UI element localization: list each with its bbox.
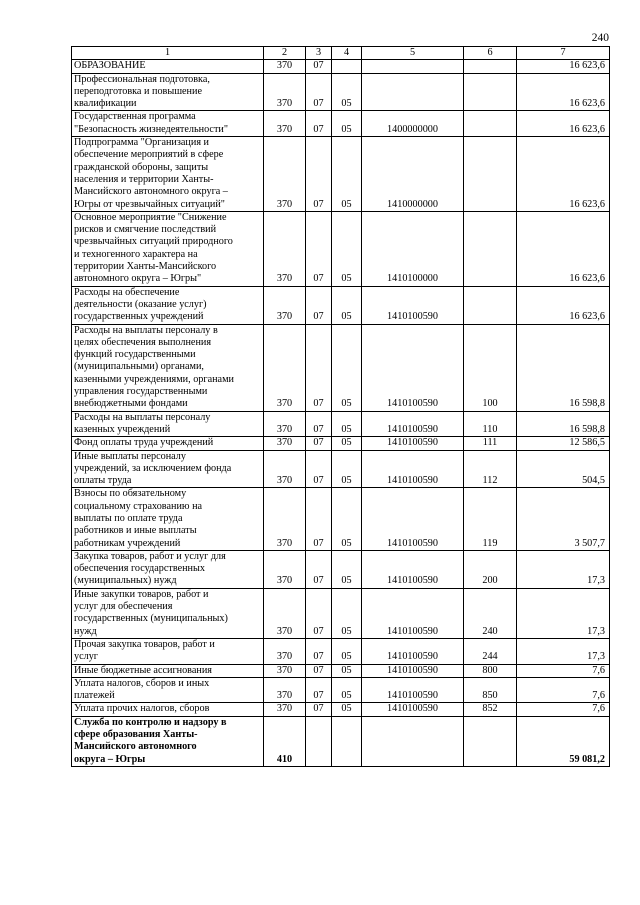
row-vr-cell: 240 — [464, 588, 517, 638]
table-row — [72, 211, 610, 286]
row-gr-cell: 370 — [264, 211, 306, 286]
page-number: 240 — [591, 32, 609, 44]
column-header: 4 — [332, 47, 362, 60]
row-name-cell: Основное мероприятие "Снижение рисков и смягчение последствий чрезвычайных ситуаций природного и техногенного характера на территории Ханты-Мансийского автономного округа – Югры" — [72, 211, 264, 286]
row-rz-cell: 07 — [306, 550, 332, 588]
row-name-cell: Подпрограмма "Организация и обеспечение мероприятий в сфере гражданской обороны, защиты населения и территории Ханты- Мансийского автономного округа – Югры от чрезвычайных ситуаций" — [72, 137, 264, 212]
row-rz-cell: 07 — [306, 664, 332, 677]
row-rz-cell: 07 — [306, 677, 332, 703]
row-name-cell: Иные выплаты персоналу учреждений, за исключением фонда оплаты труда — [72, 450, 264, 488]
table-row — [72, 437, 610, 450]
row-sum-cell: 3 507,7 — [517, 488, 610, 550]
row-pr-cell: 05 — [332, 211, 362, 286]
row-pr-cell: 05 — [332, 664, 362, 677]
budget-table — [71, 46, 610, 767]
row-vr-cell — [464, 286, 517, 324]
table-row — [72, 703, 610, 716]
row-gr-cell: 370 — [264, 588, 306, 638]
row-name-cell: Профессиональная подготовка, переподготовка и повышение квалификации — [72, 73, 264, 111]
row-vr-cell: 110 — [464, 411, 517, 437]
row-gr-cell: 370 — [264, 664, 306, 677]
row-vr-cell: 119 — [464, 488, 517, 550]
row-sum-cell: 7,6 — [517, 703, 610, 716]
row-gr-cell: 370 — [264, 677, 306, 703]
row-pr-cell: 05 — [332, 488, 362, 550]
row-name-cell: Закупка товаров, работ и услуг для обеспечения государственных (муниципальных) нужд — [72, 550, 264, 588]
row-vr-cell — [464, 111, 517, 137]
row-name-cell: Иные бюджетные ассигнования — [72, 664, 264, 677]
row-rz-cell: 07 — [306, 488, 332, 550]
table-row — [72, 716, 610, 766]
row-csr-cell: 1410100590 — [362, 324, 464, 411]
row-vr-cell — [464, 716, 517, 766]
row-sum-cell: 16 623,6 — [517, 111, 610, 137]
row-gr-cell: 370 — [264, 73, 306, 111]
row-csr-cell: 1410000000 — [362, 137, 464, 212]
table-header-row — [72, 47, 610, 60]
row-gr-cell: 370 — [264, 286, 306, 324]
row-rz-cell: 07 — [306, 286, 332, 324]
column-header: 5 — [362, 47, 464, 60]
row-rz-cell: 07 — [306, 638, 332, 664]
row-pr-cell: 05 — [332, 137, 362, 212]
row-name-cell: Взносы по обязательному социальному страхованию на выплаты по оплате труда работников и иные выплаты работникам учреждений — [72, 488, 264, 550]
row-vr-cell: 800 — [464, 664, 517, 677]
row-csr-cell — [362, 73, 464, 111]
row-vr-cell — [464, 60, 517, 73]
row-name-cell: Фонд оплаты труда учреждений — [72, 437, 264, 450]
table-row — [72, 588, 610, 638]
row-sum-cell: 16 598,8 — [517, 324, 610, 411]
column-header: 6 — [464, 47, 517, 60]
row-sum-cell: 17,3 — [517, 638, 610, 664]
row-pr-cell: 05 — [332, 286, 362, 324]
row-csr-cell — [362, 60, 464, 73]
table-row — [72, 550, 610, 588]
row-gr-cell: 370 — [264, 550, 306, 588]
row-rz-cell: 07 — [306, 703, 332, 716]
row-csr-cell: 1410100590 — [362, 550, 464, 588]
row-pr-cell: 05 — [332, 324, 362, 411]
row-pr-cell — [332, 60, 362, 73]
row-csr-cell: 1410100590 — [362, 664, 464, 677]
row-sum-cell: 7,6 — [517, 677, 610, 703]
row-name-cell: Иные закупки товаров, работ и услуг для обеспечения государственных (муниципальных) нужд — [72, 588, 264, 638]
row-gr-cell: 370 — [264, 450, 306, 488]
row-vr-cell: 112 — [464, 450, 517, 488]
row-name-cell: Служба по контролю и надзору в сфере образования Ханты- Мансийского автономного округа – Югры — [72, 716, 264, 766]
row-gr-cell: 370 — [264, 411, 306, 437]
row-name-cell: Уплата прочих налогов, сборов — [72, 703, 264, 716]
row-csr-cell: 1410100590 — [362, 437, 464, 450]
row-gr-cell: 370 — [264, 111, 306, 137]
column-header: 2 — [264, 47, 306, 60]
row-csr-cell: 1410100590 — [362, 588, 464, 638]
row-rz-cell: 07 — [306, 211, 332, 286]
table-row — [72, 111, 610, 137]
column-header: 1 — [72, 47, 264, 60]
row-vr-cell: 850 — [464, 677, 517, 703]
table-row — [72, 60, 610, 73]
row-pr-cell: 05 — [332, 111, 362, 137]
table-row — [72, 286, 610, 324]
table-row — [72, 137, 610, 212]
row-csr-cell: 1410100590 — [362, 488, 464, 550]
row-pr-cell: 05 — [332, 411, 362, 437]
row-rz-cell: 07 — [306, 324, 332, 411]
row-rz-cell: 07 — [306, 137, 332, 212]
row-gr-cell: 370 — [264, 703, 306, 716]
row-sum-cell: 16 623,6 — [517, 60, 610, 73]
row-sum-cell: 16 598,8 — [517, 411, 610, 437]
row-csr-cell: 1410100590 — [362, 677, 464, 703]
row-csr-cell: 1410100590 — [362, 450, 464, 488]
row-pr-cell: 05 — [332, 73, 362, 111]
table-row — [72, 677, 610, 703]
row-pr-cell: 05 — [332, 437, 362, 450]
row-pr-cell: 05 — [332, 588, 362, 638]
row-rz-cell: 07 — [306, 588, 332, 638]
row-gr-cell: 370 — [264, 324, 306, 411]
row-csr-cell: 1410100590 — [362, 411, 464, 437]
table-row — [72, 638, 610, 664]
table-row — [72, 324, 610, 411]
row-pr-cell: 05 — [332, 638, 362, 664]
row-rz-cell — [306, 716, 332, 766]
row-name-cell: Уплата налогов, сборов и иных платежей — [72, 677, 264, 703]
row-sum-cell: 16 623,6 — [517, 137, 610, 212]
row-csr-cell: 1410100590 — [362, 703, 464, 716]
row-vr-cell: 244 — [464, 638, 517, 664]
table-row — [72, 450, 610, 488]
table-row — [72, 411, 610, 437]
row-pr-cell: 05 — [332, 703, 362, 716]
table-row — [72, 664, 610, 677]
row-vr-cell: 852 — [464, 703, 517, 716]
row-csr-cell: 1410100000 — [362, 211, 464, 286]
row-rz-cell: 07 — [306, 450, 332, 488]
row-sum-cell: 17,3 — [517, 588, 610, 638]
column-header: 3 — [306, 47, 332, 60]
row-rz-cell: 07 — [306, 437, 332, 450]
row-csr-cell: 1410100590 — [362, 638, 464, 664]
row-rz-cell: 07 — [306, 411, 332, 437]
row-sum-cell: 16 623,6 — [517, 211, 610, 286]
row-sum-cell: 16 623,6 — [517, 73, 610, 111]
row-name-cell: ОБРАЗОВАНИЕ — [72, 60, 264, 73]
row-gr-cell: 370 — [264, 638, 306, 664]
row-name-cell: Расходы на выплаты персоналу в целях обеспечения выполнения функций государственными (муниципальными) органами, казенными учреждениями, органами управления государственными внебюджетными фондами — [72, 324, 264, 411]
row-sum-cell: 12 586,5 — [517, 437, 610, 450]
row-gr-cell: 410 — [264, 716, 306, 766]
row-pr-cell: 05 — [332, 550, 362, 588]
row-sum-cell: 16 623,6 — [517, 286, 610, 324]
row-gr-cell: 370 — [264, 60, 306, 73]
row-name-cell: Государственная программа "Безопасность жизнедеятельности" — [72, 111, 264, 137]
row-vr-cell — [464, 137, 517, 212]
row-vr-cell — [464, 73, 517, 111]
row-vr-cell — [464, 211, 517, 286]
row-gr-cell: 370 — [264, 488, 306, 550]
table-row — [72, 73, 610, 111]
row-vr-cell: 200 — [464, 550, 517, 588]
row-rz-cell: 07 — [306, 60, 332, 73]
column-header: 7 — [517, 47, 610, 60]
row-name-cell: Расходы на обеспечение деятельности (оказание услуг) государственных учреждений — [72, 286, 264, 324]
row-csr-cell — [362, 716, 464, 766]
row-sum-cell: 504,5 — [517, 450, 610, 488]
row-name-cell: Прочая закупка товаров, работ и услуг — [72, 638, 264, 664]
row-gr-cell: 370 — [264, 437, 306, 450]
row-sum-cell: 7,6 — [517, 664, 610, 677]
row-pr-cell: 05 — [332, 677, 362, 703]
row-pr-cell — [332, 716, 362, 766]
row-rz-cell: 07 — [306, 111, 332, 137]
row-vr-cell: 111 — [464, 437, 517, 450]
row-csr-cell: 1400000000 — [362, 111, 464, 137]
row-sum-cell: 59 081,2 — [517, 716, 610, 766]
row-csr-cell: 1410100590 — [362, 286, 464, 324]
row-pr-cell: 05 — [332, 450, 362, 488]
table-row — [72, 488, 610, 550]
row-rz-cell: 07 — [306, 73, 332, 111]
row-sum-cell: 17,3 — [517, 550, 610, 588]
row-vr-cell: 100 — [464, 324, 517, 411]
row-name-cell: Расходы на выплаты персоналу казенных учреждений — [72, 411, 264, 437]
row-gr-cell: 370 — [264, 137, 306, 212]
